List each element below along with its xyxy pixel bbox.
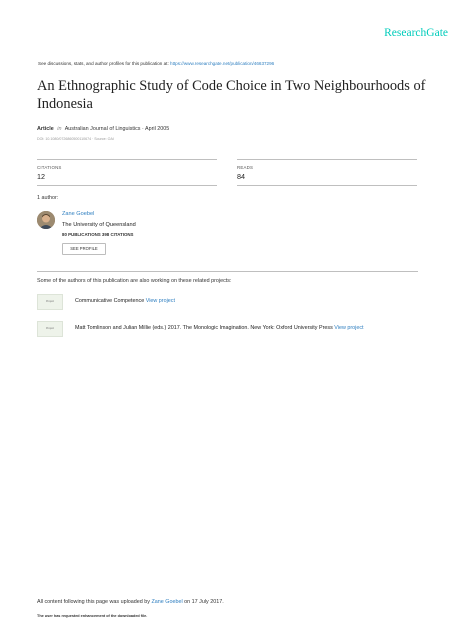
- author-institution: The University of Queensland: [62, 222, 136, 228]
- citations-label: CITATIONS: [37, 165, 62, 170]
- enhancement-note: The user has requested enhancement of the downloaded file.: [37, 614, 148, 618]
- publication-url-link[interactable]: https://www.researchgate.net/publication/46637296: [170, 61, 275, 66]
- citations-divider: [37, 159, 217, 160]
- publication-type: Article: [37, 126, 54, 132]
- author-name-link[interactable]: Zane Goebel: [62, 211, 95, 217]
- view-project-link[interactable]: View project: [334, 325, 364, 331]
- date-separator: ·: [142, 126, 144, 132]
- publication-meta: [37, 126, 169, 132]
- project-icon[interactable]: [37, 294, 63, 310]
- discussion-line: [38, 61, 274, 66]
- publication-in-word: in: [57, 126, 62, 132]
- citations-count: 12: [37, 172, 45, 181]
- project-item: [75, 298, 175, 304]
- avatar-photo-icon: [37, 211, 55, 229]
- reads-divider: [237, 159, 417, 160]
- author-stats: 80 PUBLICATIONS 398 CITATIONS: [62, 232, 134, 237]
- reads-bottom-divider: [237, 185, 417, 186]
- reads-count: 84: [237, 172, 245, 181]
- citations-bottom-divider: [37, 185, 217, 186]
- author-avatar[interactable]: [37, 211, 55, 229]
- journal-name[interactable]: Australian Journal of Linguistics: [64, 126, 141, 132]
- doi-line: DOI: 10.1080/0726860500110674 · Source: OAI: [37, 137, 114, 141]
- project-icon-label: Project: [45, 300, 55, 303]
- authors-heading: 1 author:: [37, 195, 59, 201]
- project-item: [75, 325, 364, 331]
- publication-date: April 2005: [145, 126, 170, 132]
- upload-note: [37, 599, 224, 605]
- project-icon-label: Project: [45, 327, 55, 330]
- discussion-prefix: See discussions, stats, and author profiles for this publication at:: [38, 61, 169, 66]
- publication-title: An Ethnographic Study of Code Choice in Two Neighbourhoods of Indonesia: [37, 78, 426, 112]
- view-project-link[interactable]: View project: [145, 298, 175, 304]
- project-title: Communicative Competence: [75, 298, 145, 304]
- projects-heading: Some of the authors of this publication are also working on these related projects:: [37, 278, 232, 284]
- project-title: Matt Tomlinson and Julian Millie (eds.) 2017. The Monologic Imagination. New York: Oxford University Press: [75, 325, 333, 331]
- projects-top-divider: [37, 271, 418, 272]
- researchgate-logo[interactable]: ResearchGate: [384, 27, 448, 39]
- uploader-link[interactable]: Zane Goebel: [151, 599, 183, 605]
- see-profile-button[interactable]: SEE PROFILE: [62, 243, 106, 255]
- reads-label: READS: [237, 165, 254, 170]
- upload-suffix: on 17 July 2017.: [184, 599, 224, 605]
- upload-prefix: All content following this page was uploaded by: [37, 599, 150, 605]
- project-icon[interactable]: [37, 321, 63, 337]
